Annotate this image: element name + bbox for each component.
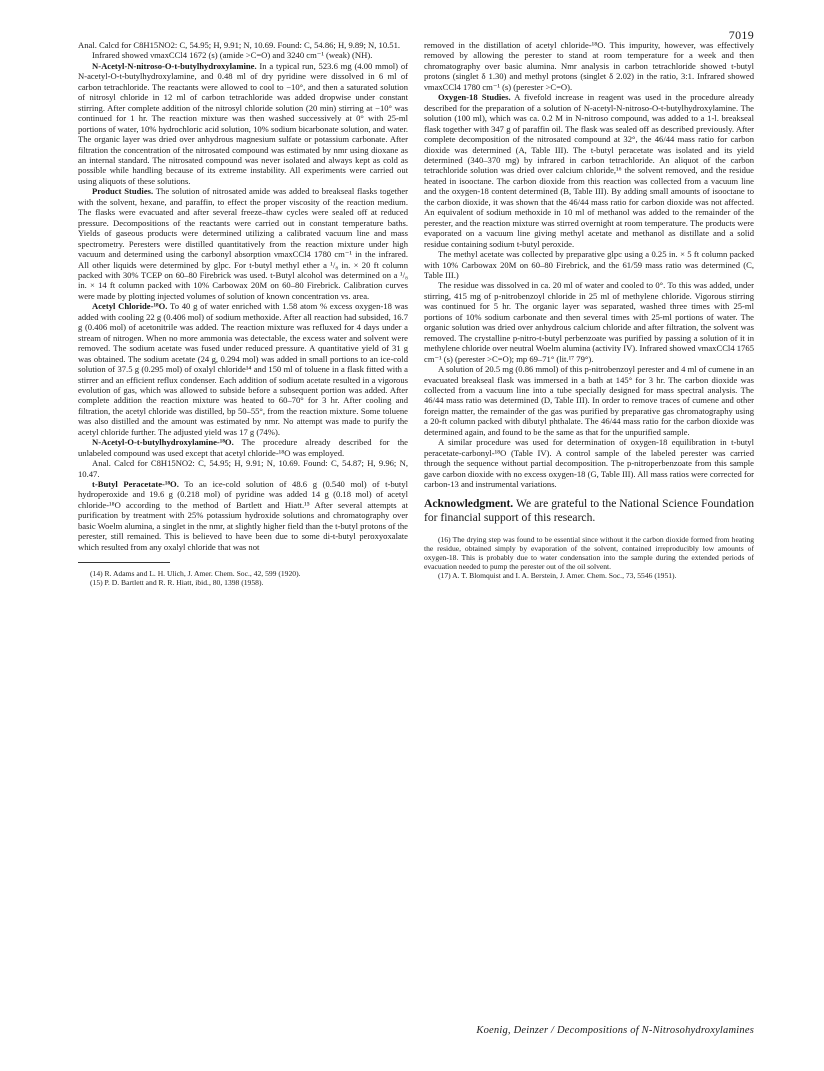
footnote: (15) P. D. Bartlett and R. R. Hiatt, ibid., 80, 1398 (1958).: [90, 578, 264, 588]
paragraph: [78, 186, 408, 301]
acknowledgment: [424, 497, 754, 524]
paragraph-text: Anal. Calcd for C8H15NO2: C, 54.95; H, 9.91; N, 10.69. Found: C, 54.87; H, 9.96; N, 10.47.: [78, 458, 408, 479]
paragraph: [78, 437, 408, 458]
footnote-rule: [78, 562, 170, 563]
page-number: 7019: [728, 28, 754, 42]
paragraph-text: To an ice-cold solution of 48.6 g (0.540 mol) of t-butyl hydroperoxide and 19.6 g (0.218 mol) of pyridine was added 14 g (0.18 mol) of acetyl chloride-¹⁸O according to the method of Bartlett and Hiatt.¹⁵ After several attempts at purification by treatment with 25% potassium hydroxide solutions and chromatography over basic Woelm alumina, a singlet in the nmr, at slightly higher field than the t-butyl protons of the perester, still remained. This is believed to have been due to some di-t-butyl peroxyoxalate which resulted from any oxalyl chloride that was not: [78, 479, 408, 552]
paragraph: [78, 479, 408, 552]
paragraph-text: Anal. Calcd for C8H15NO2: C, 54.95; H, 9.91; N, 10.69. Found: C, 54.86; H, 9.89; N, 10.51.: [78, 40, 401, 50]
paragraph: [78, 458, 408, 479]
paragraph: [78, 40, 408, 50]
running-footer: Koenig, Deinzer / Decompositions of N-Nitrosohydroxylamines: [476, 1025, 754, 1036]
paragraph: [424, 364, 754, 437]
paragraph-text: A solution of 20.5 mg (0.86 mmol) of this p-nitrobenzoyl perester and 4 ml of cumene in an evacuated breakseal flask was immersed in a bath at 145° for 3 hr. The carbon dioxide was collected from a vacuum line into a tube specially designed for mass spectral analysis. The 46/44 mass ratio was determined (D, Table III). In order to remove traces of cumene and other foreign matter, the remainder of the gas was purified by preparative gas chromatography using a 20-ft column packed with dibutyl phthalate. The 46/44 mass ratio for the carbon dioxide was determined again, and found to be the same as that for the unpurified sample.: [424, 364, 754, 437]
run-in-heading: N-Acetyl-N-nitroso-O-t-butylhydroxylamine.: [92, 60, 257, 71]
footnote: (14) R. Adams and L. H. Ulich, J. Amer. Chem. Soc., 42, 599 (1920).: [90, 569, 301, 579]
paragraph-text: The procedure already described for the unlabeled compound was used except that acetyl chloride-¹⁸O was employed.: [78, 437, 408, 458]
paragraph: [424, 92, 754, 249]
paragraph-text: Infrared showed νmaxCCl4 1672 (s) (amide >C=O) and 3240 cm⁻¹ (weak) (NH).: [92, 50, 373, 61]
footnotes: [424, 535, 754, 581]
paragraph-text: The solution of nitrosated amide was added to breakseal flasks together with the solvent, hexane, and paraffin, to effect the proper viscosity of the reaction medium. The flasks were evacuated and after several freeze–thaw cycles were sealed off at reduced pressure. Decompositions of the reactants were carried out in constant temperature baths. Yields of gaseous products were determined utilizing a calibrated vacuum line and mass spectrometry. Peresters were distilled quantitatively from the reaction mixture under high vacuum and determined using the carbonyl absorption νmaxCCl4 1780 cm⁻¹ in the infrared. All other liquids were determined by glpc. For t-butyl methyl ether a ¹/₈ in. × 20 ft column packed with 30% TCEP on 60–80 Firebrick was used. t-Butyl alcohol was determined on a ¹/₈ in. × 14 ft column packed with 10% Carbowax 20M on 60–80 Firebrick. Calibration curves were made by plotting injected volumes of solution of known concentration vs. area.: [78, 186, 409, 301]
run-in-heading: Oxygen-18 Studies.: [438, 92, 511, 103]
paragraph: [424, 40, 754, 92]
left-column: [78, 40, 408, 588]
paragraph: [78, 50, 408, 60]
paragraph-text: The residue was dissolved in ca. 20 ml of water and cooled to 0°. To this was added, under stirring, 415 mg of p-nitrobenzoyl chloride in 25 ml of methylene chloride. Vigorous stirring was continued for 5 hr. The organic layer was separated, washed three times with 25-ml portions of 10% sodium carbonate and then several times with 25-ml portions of water. The organic solution was dried over anhydrous calcium chloride and after filtration, the solvent was removed. The crystalline p-nitro-t-butyl perbenzoate was purified by passing a solution of it in methylene chloride over neutral Woelm alumina (activity IV). Infrared showed νmaxCCl4 1765 cm⁻¹ (s) (perester >C=O); mp 69–71° (lit.¹⁷ 79°).: [424, 280, 754, 364]
paragraph: [78, 301, 408, 437]
footnote: (17) A. T. Blomquist and I. A. Berstein, J. Amer. Chem. Soc., 73, 5546 (1951).: [438, 571, 677, 581]
paragraph: [424, 249, 754, 280]
right-column: [424, 40, 754, 581]
paragraph: [424, 437, 754, 489]
paragraph-text: To 40 g of water enriched with 1.58 atom % excess oxygen-18 was added with cooling 22 g (0.406 mol) of sodium methoxide. After all reaction had subsided, 16.7 g (0.406 mol) of acetonitrile was added. The reaction mixture was refluxed for 4 days under a stream of nitrogen. When no more ammonia was detectable, the excess water and solvent were removed. The sodium acetate was fused under reduced pressure. A quantitative yield of 31 g was obtained. The sodium acetate (24 g, 0.294 mol) was added in small portions to an ice-cold solution of 37.5 g (0.295 mol) of oxalyl chloride¹⁴ and 150 ml of toluene in a flask fitted with a stirrer and an efficient reflux condenser. Each addition of sodium acetate resulted in a vigorous evolution of gas, which was allowed to subside before a subsequent portion was added. After complete addition the reaction mixture was heated to 60–70° for 3 hr. After cooling and filtration, the acetyl chloride was distilled, bp 50–55°, from the reaction mixture. Some toluene was also distilled and the amount was estimated by nmr. No attempt was made to purify the acetyl chloride further. The adjusted yield was 17 g (74%).: [78, 301, 408, 437]
run-in-heading: Product Studies.: [92, 186, 154, 197]
paragraph-text: A fivefold increase in reagent was used in the procedure already described for the preparation of a solution of N-acetyl-N-nitroso-O-t-butylhydroxylamine. The solution (100 ml), which was ca. 0.2 M in N-nitroso compound, was added to a 1-l. breakseal flask together with 347 g of paraffin oil. The flask was sealed off as described previously. After complete decomposition of the nitrosated compound at 32°, the 46/44 mass ratio for carbon dioxide was determined (A, Table III). The t-butyl peracetate was isolated and its yield determined (340–370 mg) by infrared in carbon tetrachloride. An aliquot of the carbon tetrachloride solution was dried over calcium chloride,¹⁶ the solvent removed, and the residue heated in isooctane. The carbon dioxide from this reaction was collected from a vacuum line and the oxygen-18 content determined (B, Table III). By adding small amounts of isooctane to the carbon dioxide, it was shown that the 46/44 mass ratio for carbon dioxide was not affected. An equivalent of sodium methoxide in 10 ml of methanol was added to the remainder of the perester, and the reaction mixture was stirred overnight at room temperature. The products were evaporated on a vacuum line giving methyl acetate and methanol as distillate and a solid residue containing sodium t-butyl peroxide.: [424, 92, 755, 249]
run-in-heading: N-Acetyl-O-t-butylhydroxylamine-¹⁸O.: [92, 437, 234, 448]
acknowledgment-heading: Acknowledgment.: [424, 497, 514, 511]
paragraph-text: A similar procedure was used for determination of oxygen-18 equilibration in t-butyl peracetate-carbonyl-¹⁸O (Table IV). A control sample of the labeled perester was carried through the sequence without partial decomposition. The p-nitroperbenzoate from this sample gave carbon dioxide with no excess oxygen-18 (G, Table III). All mass ratios were corrected for carbon-13 and instrumental variations.: [424, 437, 754, 490]
acknowledgment-text: We are grateful to the National Science Foundation for financial support of this research.: [424, 497, 754, 525]
run-in-heading: t-Butyl Peracetate-¹⁸O.: [92, 479, 179, 490]
paragraph-text: The methyl acetate was collected by preparative glpc using a 0.25 in. × 5 ft column packed with 10% Carbowax 20M on 60–80 Firebrick, and the 61/59 mass ratio was determined (C, Table III.): [424, 249, 754, 280]
footnotes: [78, 562, 408, 587]
paragraph-text: removed in the distillation of acetyl chloride-¹⁸O. This impurity, however, was effectively removed by allowing the perester to stand at room temperature for a week and then chromatography over basic alumina. Nmr analysis in carbon tetrachloride showed t-butyl protons (singlet δ 1.30) and methyl protons (singlet δ 2.02) in the ratio, 3:1. Infrared showed νmaxCCl4 1780 cm⁻¹ (s) (perester >C=O).: [424, 40, 754, 92]
run-in-heading: Acetyl Chloride-¹⁸O.: [92, 301, 168, 312]
paragraph: [424, 280, 754, 364]
paragraph: [78, 61, 408, 186]
paragraph-text: In a typical run, 523.6 mg (4.00 mmol) of N-acetyl-O-t-butylhydroxylamine, and 0.48 ml of dry pyridine were dissolved in 6 ml of carbon tetrachloride. The reactants were allowed to cool to −10°, and then a saturated solution of nitrosyl chloride in 12 ml of carbon tetrachloride was added dropwise under constant stirring. After complete addition of the nitrosyl chloride solution (20 min) stirring at −10° was continued for 1 hr. The reaction mixture was then washed successively at 0° with 25-ml portions of water, 10% hydrochloric acid solution, 10% sodium bicarbonate solution, and water. The organic layer was dried over anhydrous magnesium sulfate or potassium carbonate. After filtration the concentration of the nitrosated compound was estimated by nmr using dioxane as an internal standard. The nitrosated compound was never isolated and always kept as cold as possible while handling because of its extreme instability. All experiments were carried out using aliquots of these solutions.: [78, 60, 408, 186]
footnote: (16) The drying step was found to be essential since without it the carbon dioxide formed from heating the residue, obtained simply by evaporation of the solvent, contained irreproducibly low amounts of oxygen-18. This is probably due to water condensation into the sample during the extended periods of evacuation needed to pump the perester out of the oil solvent.: [424, 534, 754, 572]
